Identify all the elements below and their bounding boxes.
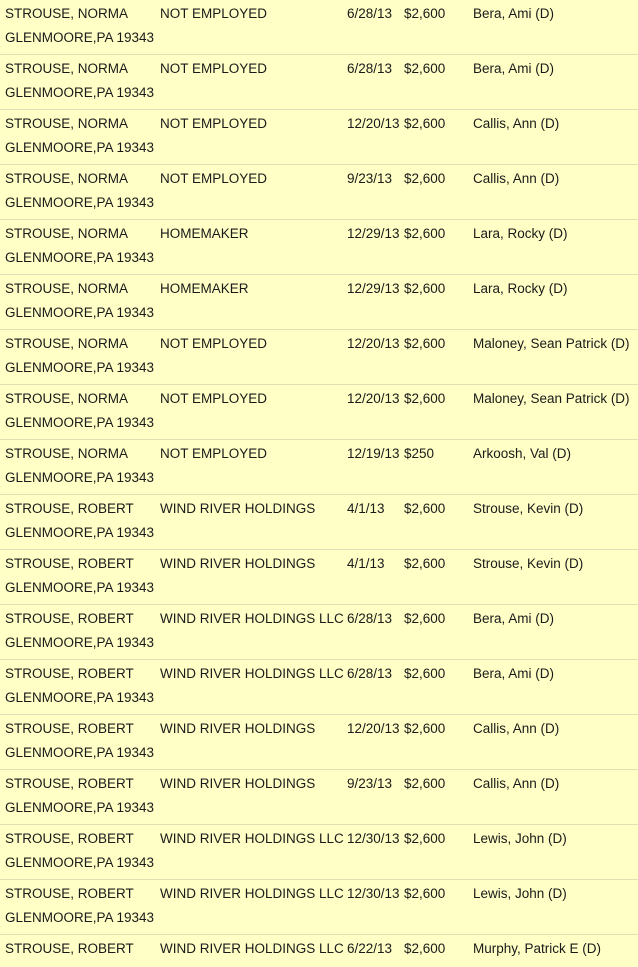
contribution-row (0, 880, 638, 935)
contribution-amount: $2,600 (404, 666, 446, 681)
contributor-name: STROUSE, NORMA (5, 336, 129, 351)
contribution-date: 6/22/13 (347, 941, 393, 956)
contribution-amount: $2,600 (404, 171, 446, 186)
contribution-row (0, 715, 638, 770)
contributor-address: GLENMOORE,PA 19343 (5, 635, 155, 650)
contributor-address: GLENMOORE,PA 19343 (5, 305, 155, 320)
recipient-name: Strouse, Kevin (D) (473, 556, 584, 571)
contributor-name: STROUSE, ROBERT (5, 556, 134, 571)
contribution-amount: $2,600 (404, 831, 446, 846)
contribution-row (0, 605, 638, 660)
contributor-address: GLENMOORE,PA 19343 (5, 525, 155, 540)
recipient-name: Strouse, Kevin (D) (473, 501, 584, 516)
recipient-name: Callis, Ann (D) (473, 116, 560, 131)
contribution-row (0, 275, 638, 330)
contributor-address: GLENMOORE,PA 19343 (5, 745, 155, 760)
recipient-name: Bera, Ami (D) (473, 61, 555, 76)
contribution-row (0, 825, 638, 880)
recipient-name: Lara, Rocky (D) (473, 226, 568, 241)
contributor-address: GLENMOORE,PA 19343 (5, 85, 155, 100)
contribution-date: 9/23/13 (347, 776, 393, 791)
contributor-employer: NOT EMPLOYED (160, 116, 268, 131)
contributor-name: STROUSE, NORMA (5, 281, 129, 296)
contribution-date: 12/29/13 (347, 281, 400, 296)
contribution-row (0, 0, 638, 55)
contributor-employer: NOT EMPLOYED (160, 171, 268, 186)
contributor-address: GLENMOORE,PA 19343 (5, 250, 155, 265)
contribution-date: 6/28/13 (347, 6, 393, 21)
recipient-name: Arkoosh, Val (D) (473, 446, 572, 461)
contributor-name: STROUSE, NORMA (5, 6, 129, 21)
contribution-row (0, 110, 638, 165)
contributor-address: GLENMOORE,PA 19343 (5, 360, 155, 375)
contributor-name: STROUSE, NORMA (5, 226, 129, 241)
contributor-employer: WIND RIVER HOLDINGS LLC (160, 886, 344, 901)
contributor-employer: HOMEMAKER (160, 281, 249, 296)
contributor-address: GLENMOORE,PA 19343 (5, 580, 155, 595)
contribution-row (0, 330, 638, 385)
contribution-amount: $2,600 (404, 886, 446, 901)
recipient-name: Maloney, Sean Patrick (D) (473, 336, 630, 351)
contributor-name: STROUSE, NORMA (5, 61, 129, 76)
contribution-row (0, 550, 638, 605)
contributor-name: STROUSE, ROBERT (5, 831, 134, 846)
recipient-name: Lewis, John (D) (473, 831, 567, 846)
contribution-date: 4/1/13 (347, 501, 385, 516)
contributor-employer: WIND RIVER HOLDINGS (160, 501, 316, 516)
contributor-name: STROUSE, ROBERT (5, 721, 134, 736)
contributor-name: STROUSE, ROBERT (5, 941, 134, 956)
contributor-employer: NOT EMPLOYED (160, 61, 268, 76)
contributor-address: GLENMOORE,PA 19343 (5, 415, 155, 430)
contributor-employer: HOMEMAKER (160, 226, 249, 241)
contribution-amount: $2,600 (404, 941, 446, 956)
contribution-row (0, 220, 638, 275)
contributor-name: STROUSE, ROBERT (5, 611, 134, 626)
contribution-date: 12/20/13 (347, 391, 400, 406)
recipient-name: Bera, Ami (D) (473, 611, 555, 626)
contribution-amount: $2,600 (404, 776, 446, 791)
contributor-name: STROUSE, NORMA (5, 391, 129, 406)
recipient-name: Murphy, Patrick E (D) (473, 941, 602, 956)
contribution-date: 4/1/13 (347, 556, 385, 571)
contributor-address: GLENMOORE,PA 19343 (5, 140, 155, 155)
contributor-employer: NOT EMPLOYED (160, 446, 268, 461)
recipient-name: Callis, Ann (D) (473, 171, 560, 186)
contributor-address: GLENMOORE,PA 19343 (5, 470, 155, 485)
contribution-amount: $2,600 (404, 391, 446, 406)
contributor-name: STROUSE, ROBERT (5, 886, 134, 901)
contribution-date: 12/30/13 (347, 886, 400, 901)
contributor-address: GLENMOORE,PA 19343 (5, 195, 155, 210)
contribution-date: 6/28/13 (347, 666, 393, 681)
contribution-row (0, 660, 638, 715)
contribution-date: 6/28/13 (347, 611, 393, 626)
recipient-name: Bera, Ami (D) (473, 666, 555, 681)
contributor-employer: WIND RIVER HOLDINGS (160, 556, 316, 571)
contributor-name: STROUSE, ROBERT (5, 776, 134, 791)
contribution-amount: $2,600 (404, 501, 446, 516)
contributor-employer: NOT EMPLOYED (160, 391, 268, 406)
contribution-row (0, 770, 638, 825)
recipient-name: Callis, Ann (D) (473, 776, 560, 791)
contribution-amount: $2,600 (404, 721, 446, 736)
recipient-name: Bera, Ami (D) (473, 6, 555, 21)
contribution-row (0, 440, 638, 495)
contributor-employer: WIND RIVER HOLDINGS (160, 776, 316, 791)
contribution-date: 12/30/13 (347, 831, 400, 846)
recipient-name: Callis, Ann (D) (473, 721, 560, 736)
contribution-date: 9/23/13 (347, 171, 393, 186)
contributor-employer: NOT EMPLOYED (160, 336, 268, 351)
contribution-date: 12/20/13 (347, 721, 400, 736)
contributor-name: STROUSE, ROBERT (5, 501, 134, 516)
contribution-date: 12/29/13 (347, 226, 400, 241)
contribution-date: 12/20/13 (347, 336, 400, 351)
contribution-row (0, 385, 638, 440)
contribution-amount: $250 (404, 446, 435, 461)
contribution-amount: $2,600 (404, 336, 446, 351)
contributor-address: GLENMOORE,PA 19343 (5, 30, 155, 45)
contribution-amount: $2,600 (404, 6, 446, 21)
contribution-date: 12/20/13 (347, 116, 400, 131)
recipient-name: Lewis, John (D) (473, 886, 567, 901)
contributor-employer: WIND RIVER HOLDINGS LLC (160, 666, 344, 681)
contribution-row (0, 55, 638, 110)
contributor-address: GLENMOORE,PA 19343 (5, 910, 155, 925)
contribution-amount: $2,600 (404, 61, 446, 76)
contributor-name: STROUSE, ROBERT (5, 666, 134, 681)
contributor-employer: WIND RIVER HOLDINGS LLC (160, 941, 344, 956)
contributor-name: STROUSE, NORMA (5, 116, 129, 131)
contributor-employer: WIND RIVER HOLDINGS LLC (160, 611, 344, 626)
contributor-employer: WIND RIVER HOLDINGS (160, 721, 316, 736)
contribution-amount: $2,600 (404, 556, 446, 571)
recipient-name: Maloney, Sean Patrick (D) (473, 391, 630, 406)
contributor-name: STROUSE, NORMA (5, 446, 129, 461)
contribution-row (0, 165, 638, 220)
contribution-amount: $2,600 (404, 611, 446, 626)
contributor-employer: WIND RIVER HOLDINGS LLC (160, 831, 344, 846)
contribution-row (0, 935, 638, 967)
contribution-date: 12/19/13 (347, 446, 400, 461)
contributor-address: GLENMOORE,PA 19343 (5, 855, 155, 870)
contribution-amount: $2,600 (404, 116, 446, 131)
contribution-amount: $2,600 (404, 281, 446, 296)
recipient-name: Lara, Rocky (D) (473, 281, 568, 296)
contributor-employer: NOT EMPLOYED (160, 6, 268, 21)
contribution-row (0, 495, 638, 550)
contributor-address: GLENMOORE,PA 19343 (5, 690, 155, 705)
contribution-amount: $2,600 (404, 226, 446, 241)
contribution-date: 6/28/13 (347, 61, 393, 76)
contributor-name: STROUSE, NORMA (5, 171, 129, 186)
contributor-address: GLENMOORE,PA 19343 (5, 800, 155, 815)
